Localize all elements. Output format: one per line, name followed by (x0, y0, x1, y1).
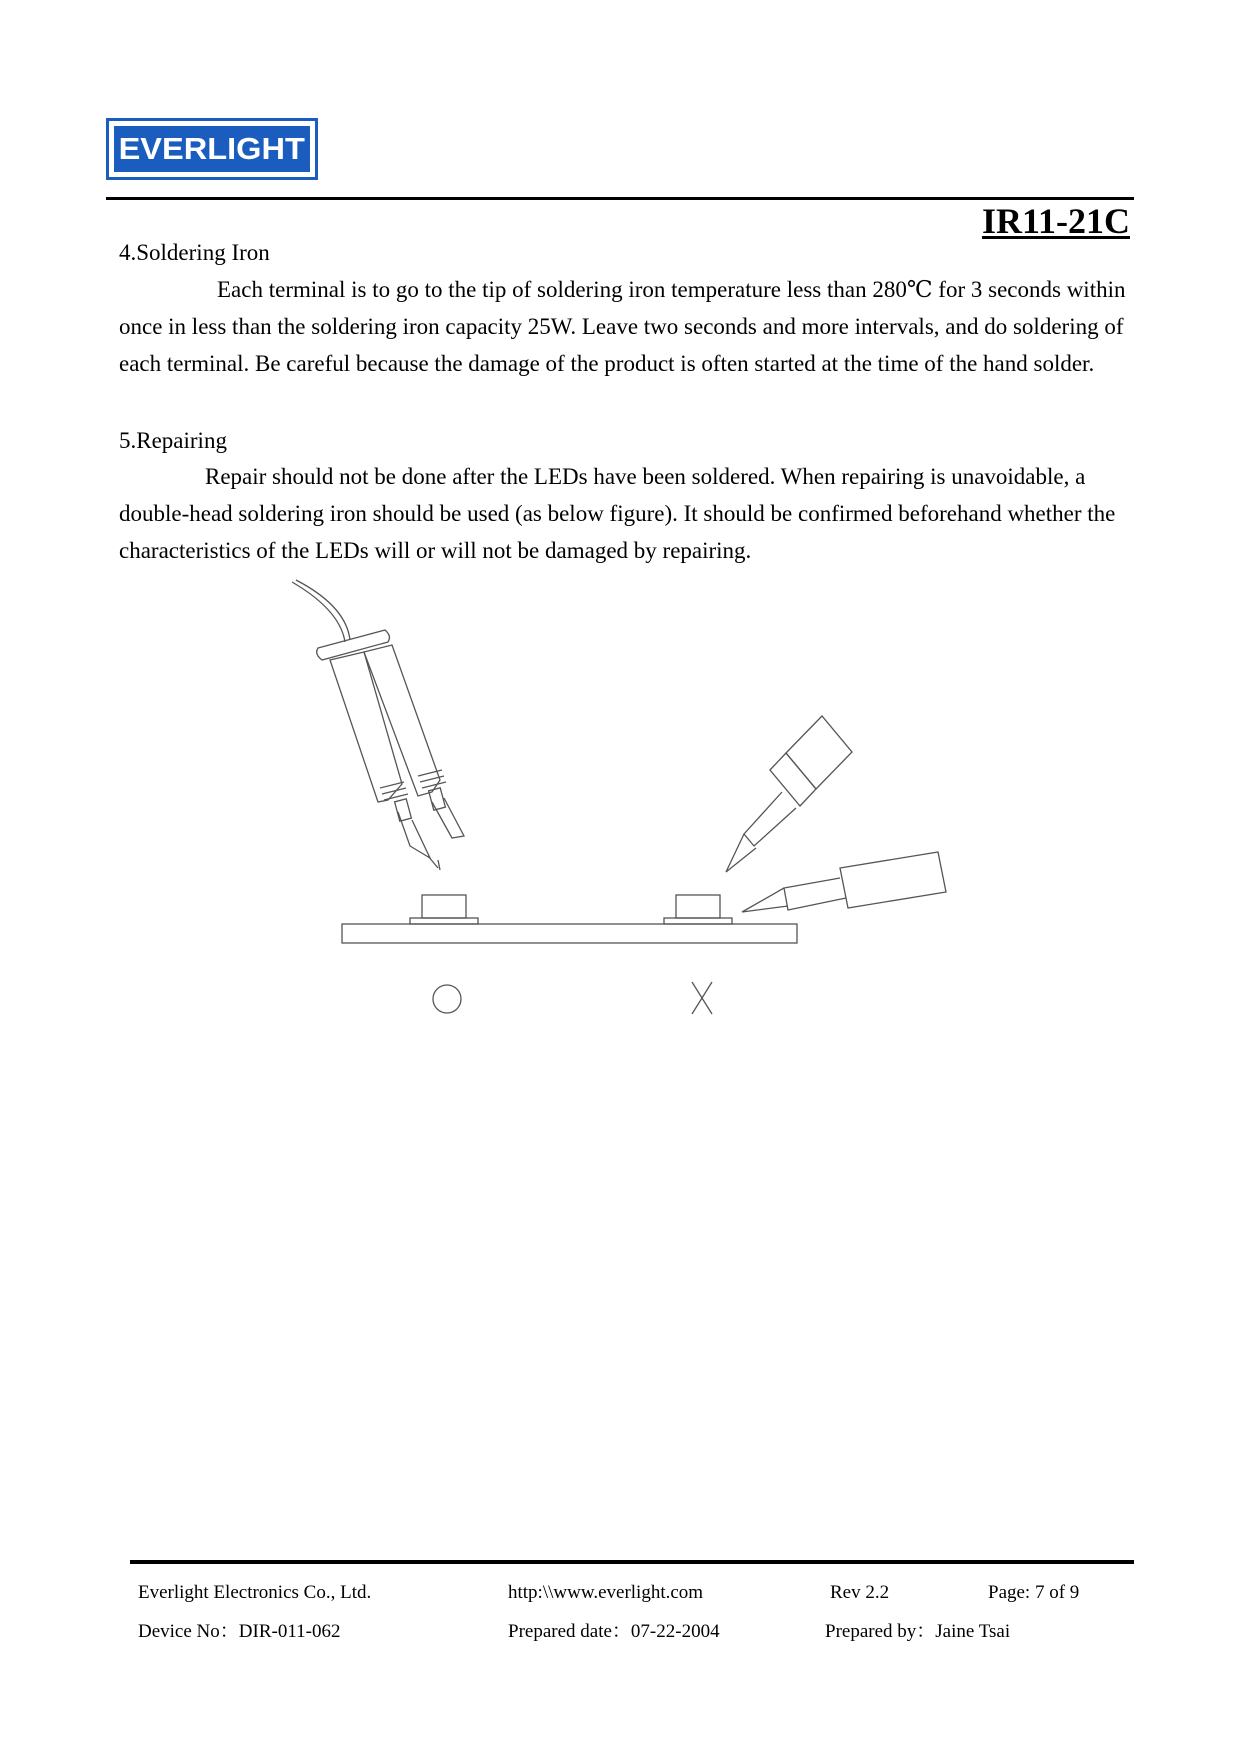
iron-coils (380, 770, 446, 821)
iron-clamp-ring (317, 630, 390, 660)
single-iron-lower (742, 852, 946, 912)
footer-prepared-by: Prepared by：Jaine Tsai (825, 1621, 1011, 1642)
section-heading-soldering-iron: 4.Soldering Iron (119, 240, 270, 265)
paragraph-repairing (119, 458, 1129, 569)
led-right (664, 895, 732, 924)
footer-device-no: Device No：DIR-011-062 (138, 1621, 341, 1642)
logo-text: EVERLIGHT (118, 131, 306, 166)
repair-figure (280, 575, 980, 1035)
part-number: IR11-21C (981, 201, 1130, 241)
footer-page: Page: 7 of 9 (988, 1582, 1080, 1603)
iron-arm-left (330, 652, 402, 802)
paragraph-soldering-iron-text: Each terminal is to go to the tip of soldering iron temperature less than 280℃ for 3 seconds within once in less than the soldering iron capacity 25W. Leave two seconds and more intervals, and do soldering of each terminal. Be careful because the damage of the product is often started at the time of the hand solder. (119, 277, 1126, 376)
led-left (410, 895, 478, 924)
footer-url: http:\\www.everlight.com (508, 1582, 704, 1603)
paragraph-repairing-text: Repair should not be done after the LEDs have been soldered. When repairing is unavoidable, a double-head soldering iron should be used (as below figure). It should be confirmed beforehand whether the characteristics of the LEDs will or will not be damaged by repairing. (119, 464, 1116, 563)
section-heading-repairing: 5.Repairing (119, 428, 227, 453)
good-mark-icon (433, 985, 461, 1013)
footer-rev: Rev 2.2 (830, 1582, 890, 1603)
footer-rule (130, 1560, 1134, 1564)
footer-company: Everlight Electronics Co., Ltd. (138, 1582, 372, 1603)
logo-background (114, 126, 310, 172)
footer-prepared-date: Prepared date：07-22-2004 (508, 1621, 720, 1642)
bad-mark-icon (692, 982, 712, 1014)
single-iron-upper (726, 716, 852, 872)
header-rule (106, 197, 1134, 200)
paragraph-soldering-iron (119, 271, 1129, 382)
company-logo (106, 118, 318, 180)
iron-tips (398, 798, 464, 870)
pcb-board (342, 924, 797, 943)
